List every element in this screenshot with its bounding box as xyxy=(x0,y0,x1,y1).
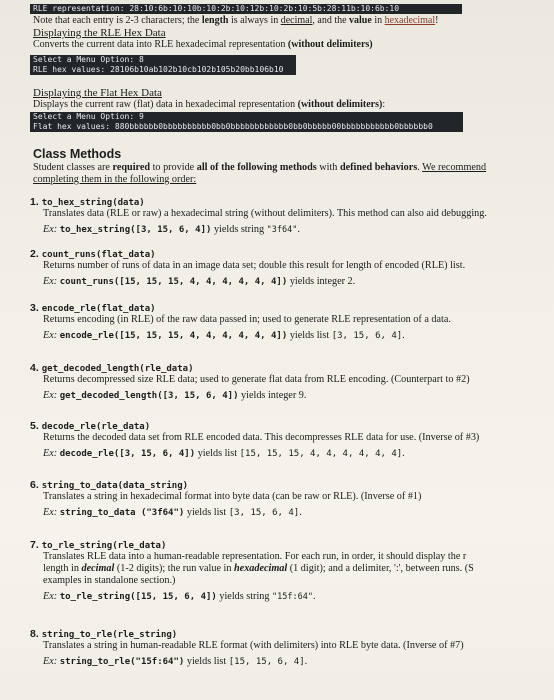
method-example: Ex: string_to_data ("3f64") yields list [3, 15, 6, 4]. xyxy=(43,507,302,518)
method-description: Returns encoding (in RLE) of the raw data passed in; used to generate RLE representation of a data. xyxy=(43,314,451,325)
method-description: Translates data (RLE or raw) a hexadecimal string (without delimiters). This method can also aid debugging. xyxy=(43,208,487,219)
method-signature: to_hex_string(data) xyxy=(41,198,145,208)
method-item: 1. to_hex_string(data) Translates data (RLE or raw) a hexadecimal string (without delimiters). This method can also aid debugging. Ex: to_hex_string([3, 15, 6, 4]) yields string "3f64". xyxy=(30,196,546,236)
method-example: Ex: get_decoded_length([3, 15, 6, 4]) yields integer 9. xyxy=(43,390,307,401)
method-description: Returns number of runs of data in an image data set; double this result for length of encoded (RLE) list. xyxy=(43,260,466,271)
rle-hex-terminal-line-2: RLE hex values: 28106b10ab102b10cb102b105b20bb106b10 xyxy=(33,65,284,74)
method-example: Ex: count_runs([15, 15, 15, 4, 4, 4, 4, 4, 4]) yields integer 2. xyxy=(43,276,356,287)
class-methods-intro: Student classes are required to provide all of the following methods with defined behaviors. We recommend completing them in the following order: xyxy=(33,162,487,185)
flat-hex-terminal xyxy=(30,112,463,132)
method-example: Ex: decode_rle([3, 15, 6, 4]) yields list [15, 15, 15, 4, 4, 4, 4, 4, 4]. xyxy=(43,448,405,459)
method-item: 7. to_rle_string(rle_data) Translates RLE data into a human-readable representation. For each run, in order, it should display the r length in decimal (1-2 digits); the run value in hexadecimal (1 digit); and a delimiter, ':', between runs. (S examples in standalone section.) Ex: to_rle_string([15, 15, 6, 4]) yields string "15f:64". xyxy=(30,539,554,603)
method-signature: decode_rle(rle_data) xyxy=(41,422,151,432)
method-example: Ex: to_rle_string([15, 15, 6, 4]) yields string "15f:64". xyxy=(43,591,316,602)
method-signature: count_runs(flat_data) xyxy=(41,250,156,260)
method-item: 6. string_to_data(data_string) Translates a string in hexadecimal format into byte data (can be raw or RLE). (Inverse of #1) Ex: string_to_data ("3f64") yields list [3, 15, 6, 4]. xyxy=(30,479,546,519)
method-example: Ex: string_to_rle("15f:64") yields list [15, 15, 6, 4]. xyxy=(43,656,308,667)
method-description-line-1: Translates RLE data into a human-readable representation. For each run, in order, it should display the r xyxy=(43,551,467,562)
method-item: 2. count_runs(flat_data) Returns number of runs of data in an image data set; double this result for length of encoded (RLE) list. Ex: count_runs([15, 15, 15, 4, 4, 4, 4, 4, 4]) yields integer 2. xyxy=(30,248,546,288)
note-line: Note that each entry is 2-3 characters; the length is always in decimal, and the value in hexadecimal! xyxy=(33,15,439,26)
method-example: Ex: to_hex_string([3, 15, 6, 4]) yields string "3f64". xyxy=(43,224,300,235)
method-signature: to_rle_string(rle_data) xyxy=(41,541,167,551)
method-description-line-3: examples in standalone section.) xyxy=(43,575,176,586)
method-description: Translates a string in hexadecimal format into byte data (can be raw or RLE). (Inverse of #1) xyxy=(43,491,422,502)
rle-hex-section xyxy=(33,27,548,51)
flat-hex-terminal-line-1: Select a Menu Option: 9 xyxy=(33,112,144,121)
rle-representation-text: RLE representation: 28:10:6b:10:10b:10:2b:10:12b:10:2b:10:5b:28:11b:10:6b:10 xyxy=(33,4,400,13)
rle-hex-description: Converts the current data into RLE hexadecimal representation (without delimiters) xyxy=(33,39,373,50)
method-signature: string_to_rle(rle_string) xyxy=(41,630,178,640)
method-item: 5. decode_rle(rle_data) Returns the decoded data set from RLE encoded data. This decompresses RLE data for use. (Inverse of #3) Ex: decode_rle([3, 15, 6, 4]) yields list [15, 15, 15, 4, 4, 4, 4, 4, 4]. xyxy=(30,420,546,460)
flat-hex-terminal-line-2: Flat hex values: 880bbbbbb0bbbbbbbbbb0bb0bbbbbbbbbbbb0bb0bbbbb00bbbbbbbbbbb0bbbbbb0 xyxy=(33,122,433,131)
rle-representation-terminal xyxy=(30,4,462,14)
flat-hex-section xyxy=(33,87,548,111)
method-description: Returns decompressed size RLE data; used to generate flat data from RLE encoding. (Counterpart to #2) xyxy=(43,374,470,385)
method-description: Translates a string in human-readable RLE format (with delimiters) into RLE byte data. (Inverse of #7) xyxy=(43,640,464,651)
method-description: Returns the decoded data set from RLE encoded data. This decompresses RLE data for use. (Inverse of #3) xyxy=(43,432,480,443)
method-signature: get_decoded_length(rle_data) xyxy=(41,364,194,374)
method-signature: string_to_data(data_string) xyxy=(41,481,189,491)
flat-hex-title: Displaying the Flat Hex Data xyxy=(33,87,162,99)
rle-hex-terminal-line-1: Select a Menu Option: 8 xyxy=(33,55,144,64)
method-item: 8. string_to_rle(rle_string) Translates a string in human-readable RLE format (with delimiters) into RLE byte data. (Inverse of #7) Ex: string_to_rle("15f:64") yields list [15, 15, 6, 4]. xyxy=(30,628,546,668)
rle-hex-terminal xyxy=(30,55,296,75)
rle-hex-title: Displaying the RLE Hex Data xyxy=(33,27,166,39)
method-item: 3. encode_rle(flat_data) Returns encoding (in RLE) of the raw data passed in; used to generate RLE representation of a data. Ex: encode_rle([15, 15, 15, 4, 4, 4, 4, 4, 4]) yields list [3, 15, 6, 4]. xyxy=(30,302,546,342)
method-example: Ex: encode_rle([15, 15, 15, 4, 4, 4, 4, 4, 4]) yields list [3, 15, 6, 4]. xyxy=(43,330,405,341)
class-methods-heading: Class Methods xyxy=(33,147,122,161)
flat-hex-description: Displays the current raw (flat) data in hexadecimal representation (without delimiters): xyxy=(33,99,386,110)
method-item: 4. get_decoded_length(rle_data) Returns decompressed size RLE data; used to generate flat data from RLE encoding. (Counterpart to #2) Ex: get_decoded_length([3, 15, 6, 4]) yields integer 9. xyxy=(30,362,546,402)
method-signature: encode_rle(flat_data) xyxy=(41,304,156,314)
method-description-line-2: length in decimal (1-2 digits); the run value in hexadecimal (1 digit); and a delimiter, ':', between runs. (S xyxy=(43,563,474,574)
